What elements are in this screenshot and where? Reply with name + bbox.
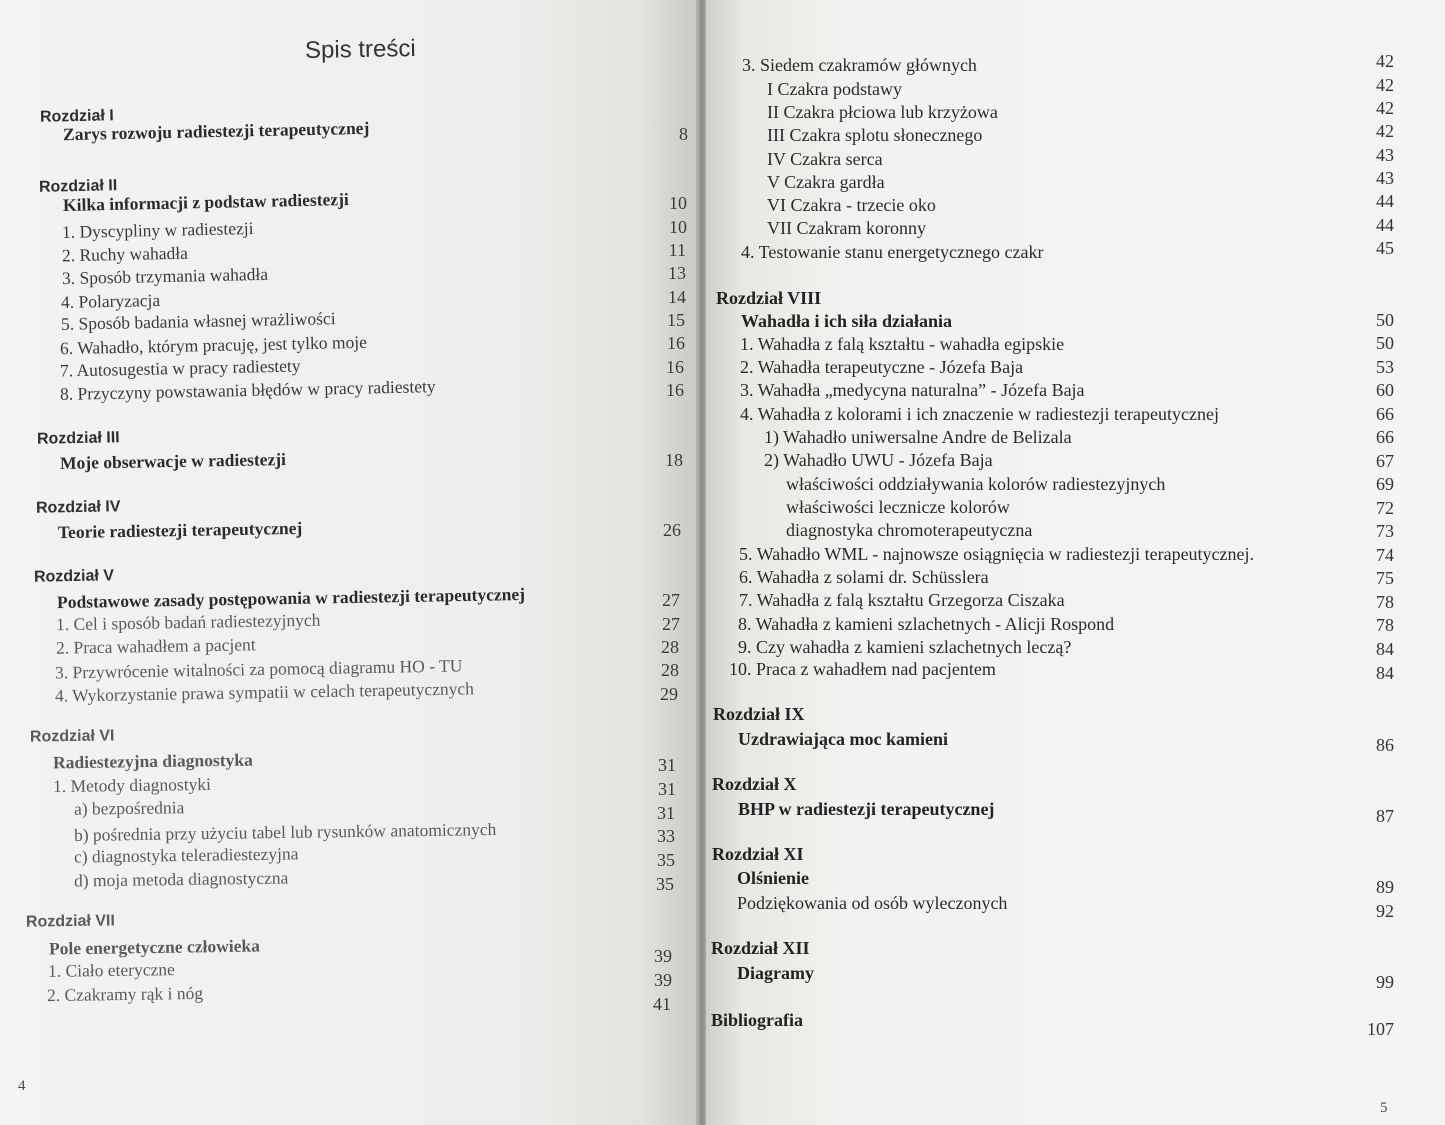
toc-entry: VII Czakram koronny bbox=[767, 218, 926, 238]
chapter-label: Rozdział II bbox=[38, 177, 118, 196]
page-number: 39 bbox=[654, 970, 672, 990]
toc-entry: 6. Wahadło, którym pracuję, jest tylko moje bbox=[59, 331, 368, 359]
chapter-label: Rozdział XI bbox=[712, 844, 804, 864]
chapter-title: Diagramy bbox=[737, 963, 814, 983]
toc-entry: 4. Testowanie stanu energetycznego czakr bbox=[741, 242, 1044, 262]
toc-entry: 1. Ciało eteryczne bbox=[47, 959, 175, 981]
left-page bbox=[0, 0, 698, 1125]
toc-entry: 8. Przyczyny powstawania błędów w pracy radiestety bbox=[59, 376, 436, 404]
chapter-label: Rozdział V bbox=[33, 567, 115, 586]
chapter-label: Rozdział I bbox=[39, 107, 114, 126]
page-number: 14 bbox=[668, 287, 686, 307]
page-number: 35 bbox=[656, 874, 674, 894]
page-number: 42 bbox=[1376, 75, 1394, 95]
chapter-title: Olśnienie bbox=[737, 868, 810, 888]
toc-entry: 2) Wahadło UWU - Józefa Baja bbox=[764, 450, 993, 470]
page-number: 75 bbox=[1376, 568, 1394, 588]
page-number: 69 bbox=[1376, 474, 1394, 494]
page-number: 16 bbox=[666, 357, 684, 377]
toc-entry: Podziękowania od osób wyleczonych bbox=[737, 893, 1008, 913]
page-number: 16 bbox=[667, 333, 685, 353]
page-number: 66 bbox=[1376, 404, 1394, 424]
page-number: 66 bbox=[1376, 427, 1394, 447]
toc-entry: c) diagnostyka teleradiestezyjna bbox=[73, 843, 299, 867]
toc-entry: b) pośrednia przy użyciu tabel lub rysunków anatomicznych bbox=[73, 819, 497, 845]
page-number: 39 bbox=[654, 946, 672, 966]
page-number: 10 bbox=[669, 193, 687, 213]
chapter-title: Zarys rozwoju radiestezji terapeutycznej bbox=[62, 117, 370, 145]
chapter-label: Rozdział VII bbox=[25, 912, 116, 931]
page-number: 41 bbox=[653, 994, 671, 1014]
toc-entry: 2. Praca wahadłem a pacjent bbox=[55, 634, 256, 658]
chapter-title: Uzdrawiająca moc kamieni bbox=[738, 729, 948, 749]
toc-entry: diagnostyka chromoterapeutyczna bbox=[786, 520, 1033, 540]
page-number: 53 bbox=[1376, 357, 1394, 377]
page-number: 8 bbox=[679, 124, 688, 144]
page-number: 33 bbox=[657, 826, 675, 846]
page-number: 27 bbox=[662, 614, 680, 634]
page-number: 84 bbox=[1376, 639, 1394, 659]
page-number: 92 bbox=[1376, 901, 1394, 921]
chapter-label: Rozdział IV bbox=[35, 498, 121, 517]
chapter-title: Radiestezyjna diagnostyka bbox=[52, 749, 253, 773]
toc-entry: 3. Sposób trzymania wahadła bbox=[61, 263, 269, 289]
chapter-title: Teorie radiestezji terapeutycznej bbox=[57, 517, 303, 543]
page-number: 28 bbox=[661, 660, 679, 680]
toc-entry: 3. Wahadła „medycyna naturalna” - Józefa Baja bbox=[740, 380, 1085, 400]
toc-entry: IV Czakra serca bbox=[767, 149, 883, 169]
page-number: 72 bbox=[1376, 498, 1394, 518]
toc-entry: VI Czakra - trzecie oko bbox=[767, 195, 936, 215]
page-number: 78 bbox=[1376, 615, 1394, 635]
page-number: 27 bbox=[662, 590, 680, 610]
page-number: 18 bbox=[665, 450, 683, 470]
toc-entry: V Czakra gardła bbox=[767, 172, 885, 192]
toc-entry: 4. Wahadła z kolorami i ich znaczenie w radiestezji terapeutycznej bbox=[740, 404, 1219, 424]
chapter-title: Kilka informacji z podstaw radiestezji bbox=[62, 189, 349, 215]
page-number: 67 bbox=[1376, 451, 1394, 471]
page-number: 99 bbox=[1376, 972, 1394, 992]
toc-entry: 8. Wahadła z kamieni szlachetnych - Alicji Rospond bbox=[738, 614, 1115, 634]
page-number: 87 bbox=[1376, 806, 1394, 826]
page-number: 44 bbox=[1376, 215, 1394, 235]
toc-entry: 3. Siedem czakramów głównych bbox=[742, 55, 977, 75]
toc-entry: właściwości oddziaływania kolorów radiestezyjnych bbox=[786, 474, 1166, 494]
toc-entry: 2. Wahadła terapeutyczne - Józefa Baja bbox=[740, 357, 1024, 377]
toc-entry: 1. Cel i sposób badań radiestezyjnych bbox=[55, 609, 321, 635]
page-number: 11 bbox=[668, 240, 686, 260]
right-page bbox=[706, 0, 1445, 1125]
toc-entry: 7. Wahadła z falą kształtu Grzegorza Ciszaka bbox=[739, 590, 1065, 610]
page-number: 43 bbox=[1376, 145, 1394, 165]
page-number: 42 bbox=[1376, 51, 1394, 71]
page-number: 86 bbox=[1376, 735, 1394, 755]
page-number: 84 bbox=[1376, 663, 1394, 683]
toc-entry: 6. Wahadła z solami dr. Schüsslera bbox=[739, 567, 989, 587]
chapter-label: Rozdział X bbox=[712, 774, 797, 794]
page-folio: 4 bbox=[18, 1078, 26, 1094]
chapter-title: Wahadła i ich siła działania bbox=[741, 311, 953, 331]
toc-entry: 1) Wahadło uniwersalne Andre de Belizala bbox=[764, 427, 1072, 447]
page-number: 74 bbox=[1376, 545, 1394, 565]
page-number: 28 bbox=[661, 637, 679, 657]
toc-entry: 1. Dyscypliny w radiestezji bbox=[61, 217, 254, 243]
toc-entry: 1. Metody diagnostyki bbox=[52, 773, 212, 797]
toc-entry: 4. Wykorzystanie prawa sympatii w celach terapeutycznych bbox=[54, 678, 475, 706]
page-number: 42 bbox=[1376, 121, 1394, 141]
page-number: 89 bbox=[1376, 877, 1394, 897]
toc-entry: 9. Czy wahadła z kamieni szlachetnych leczą? bbox=[738, 637, 1072, 657]
page-number: 13 bbox=[668, 263, 686, 283]
page-number: 78 bbox=[1376, 592, 1394, 612]
bibliography-label: Bibliografia bbox=[711, 1010, 804, 1030]
chapter-title: Moje obserwacje w radiestezji bbox=[59, 449, 287, 473]
page-number: 31 bbox=[658, 779, 676, 799]
toc-entry: 7. Autosugestia w pracy radiestety bbox=[59, 355, 301, 381]
page-number: 107 bbox=[1367, 1019, 1394, 1039]
toc-entry: 5. Wahadło WML - najnowsze osiągnięcia w radiestezji terapeutycznej. bbox=[739, 544, 1255, 564]
page-number: 60 bbox=[1376, 380, 1394, 400]
toc-entry: 10. Praca z wahadłem nad pacjentem bbox=[729, 659, 996, 679]
toc-entry: 2. Czakramy rąk i nóg bbox=[46, 982, 204, 1006]
toc-entry: I Czakra podstawy bbox=[767, 79, 902, 99]
toc-entry: III Czakra splotu słonecznego bbox=[767, 125, 983, 145]
toc-entry: d) moja metoda diagnostyczna bbox=[73, 867, 289, 891]
toc-entry: 5. Sposób badania własnej wrażliwości bbox=[60, 308, 336, 334]
toc-entry: 1. Wahadła z falą kształtu - wahadła egipskie bbox=[740, 334, 1065, 354]
page-number: 73 bbox=[1376, 521, 1394, 541]
page-number: 10 bbox=[669, 217, 687, 237]
toc-entry: a) bezpośrednia bbox=[73, 797, 185, 819]
chapter-title: Pole energetyczne człowieka bbox=[48, 935, 261, 959]
chapter-title: Podstawowe zasady postępowania w radiestezji terapeutycznej bbox=[56, 583, 526, 613]
page-number: 43 bbox=[1376, 168, 1394, 188]
toc-entry: właściwości lecznicze kolorów bbox=[786, 497, 1010, 517]
toc-entry: 3. Przywrócenie witalności za pomocą diagramu HO - TU bbox=[54, 655, 463, 683]
page-number: 16 bbox=[666, 380, 684, 400]
chapter-label: Rozdział VIII bbox=[716, 288, 822, 308]
page-number: 45 bbox=[1376, 238, 1394, 258]
page-number: 50 bbox=[1376, 310, 1394, 330]
page-number: 50 bbox=[1376, 333, 1394, 353]
page-number: 42 bbox=[1376, 98, 1394, 118]
page-number: 29 bbox=[660, 684, 678, 704]
toc-entry: 4. Polaryzacja bbox=[60, 289, 161, 313]
chapter-label: Rozdział XII bbox=[711, 938, 810, 958]
page-number: 31 bbox=[657, 803, 675, 823]
chapter-label: Rozdział IX bbox=[713, 704, 805, 724]
page-number: 44 bbox=[1376, 191, 1394, 211]
page-number: 35 bbox=[657, 850, 675, 870]
chapter-label: Rozdział VI bbox=[29, 727, 115, 746]
toc-entry: II Czakra płciowa lub krzyżowa bbox=[767, 102, 998, 122]
page-number: 31 bbox=[658, 755, 676, 775]
page-title: Spis treści bbox=[304, 35, 416, 64]
page-number: 15 bbox=[667, 310, 685, 330]
chapter-label: Rozdział III bbox=[36, 429, 120, 448]
chapter-title: BHP w radiestezji terapeutycznej bbox=[738, 799, 995, 819]
page-number: 26 bbox=[663, 520, 681, 540]
page-folio: 5 bbox=[1380, 1100, 1388, 1116]
toc-entry: 2. Ruchy wahadła bbox=[61, 242, 189, 266]
